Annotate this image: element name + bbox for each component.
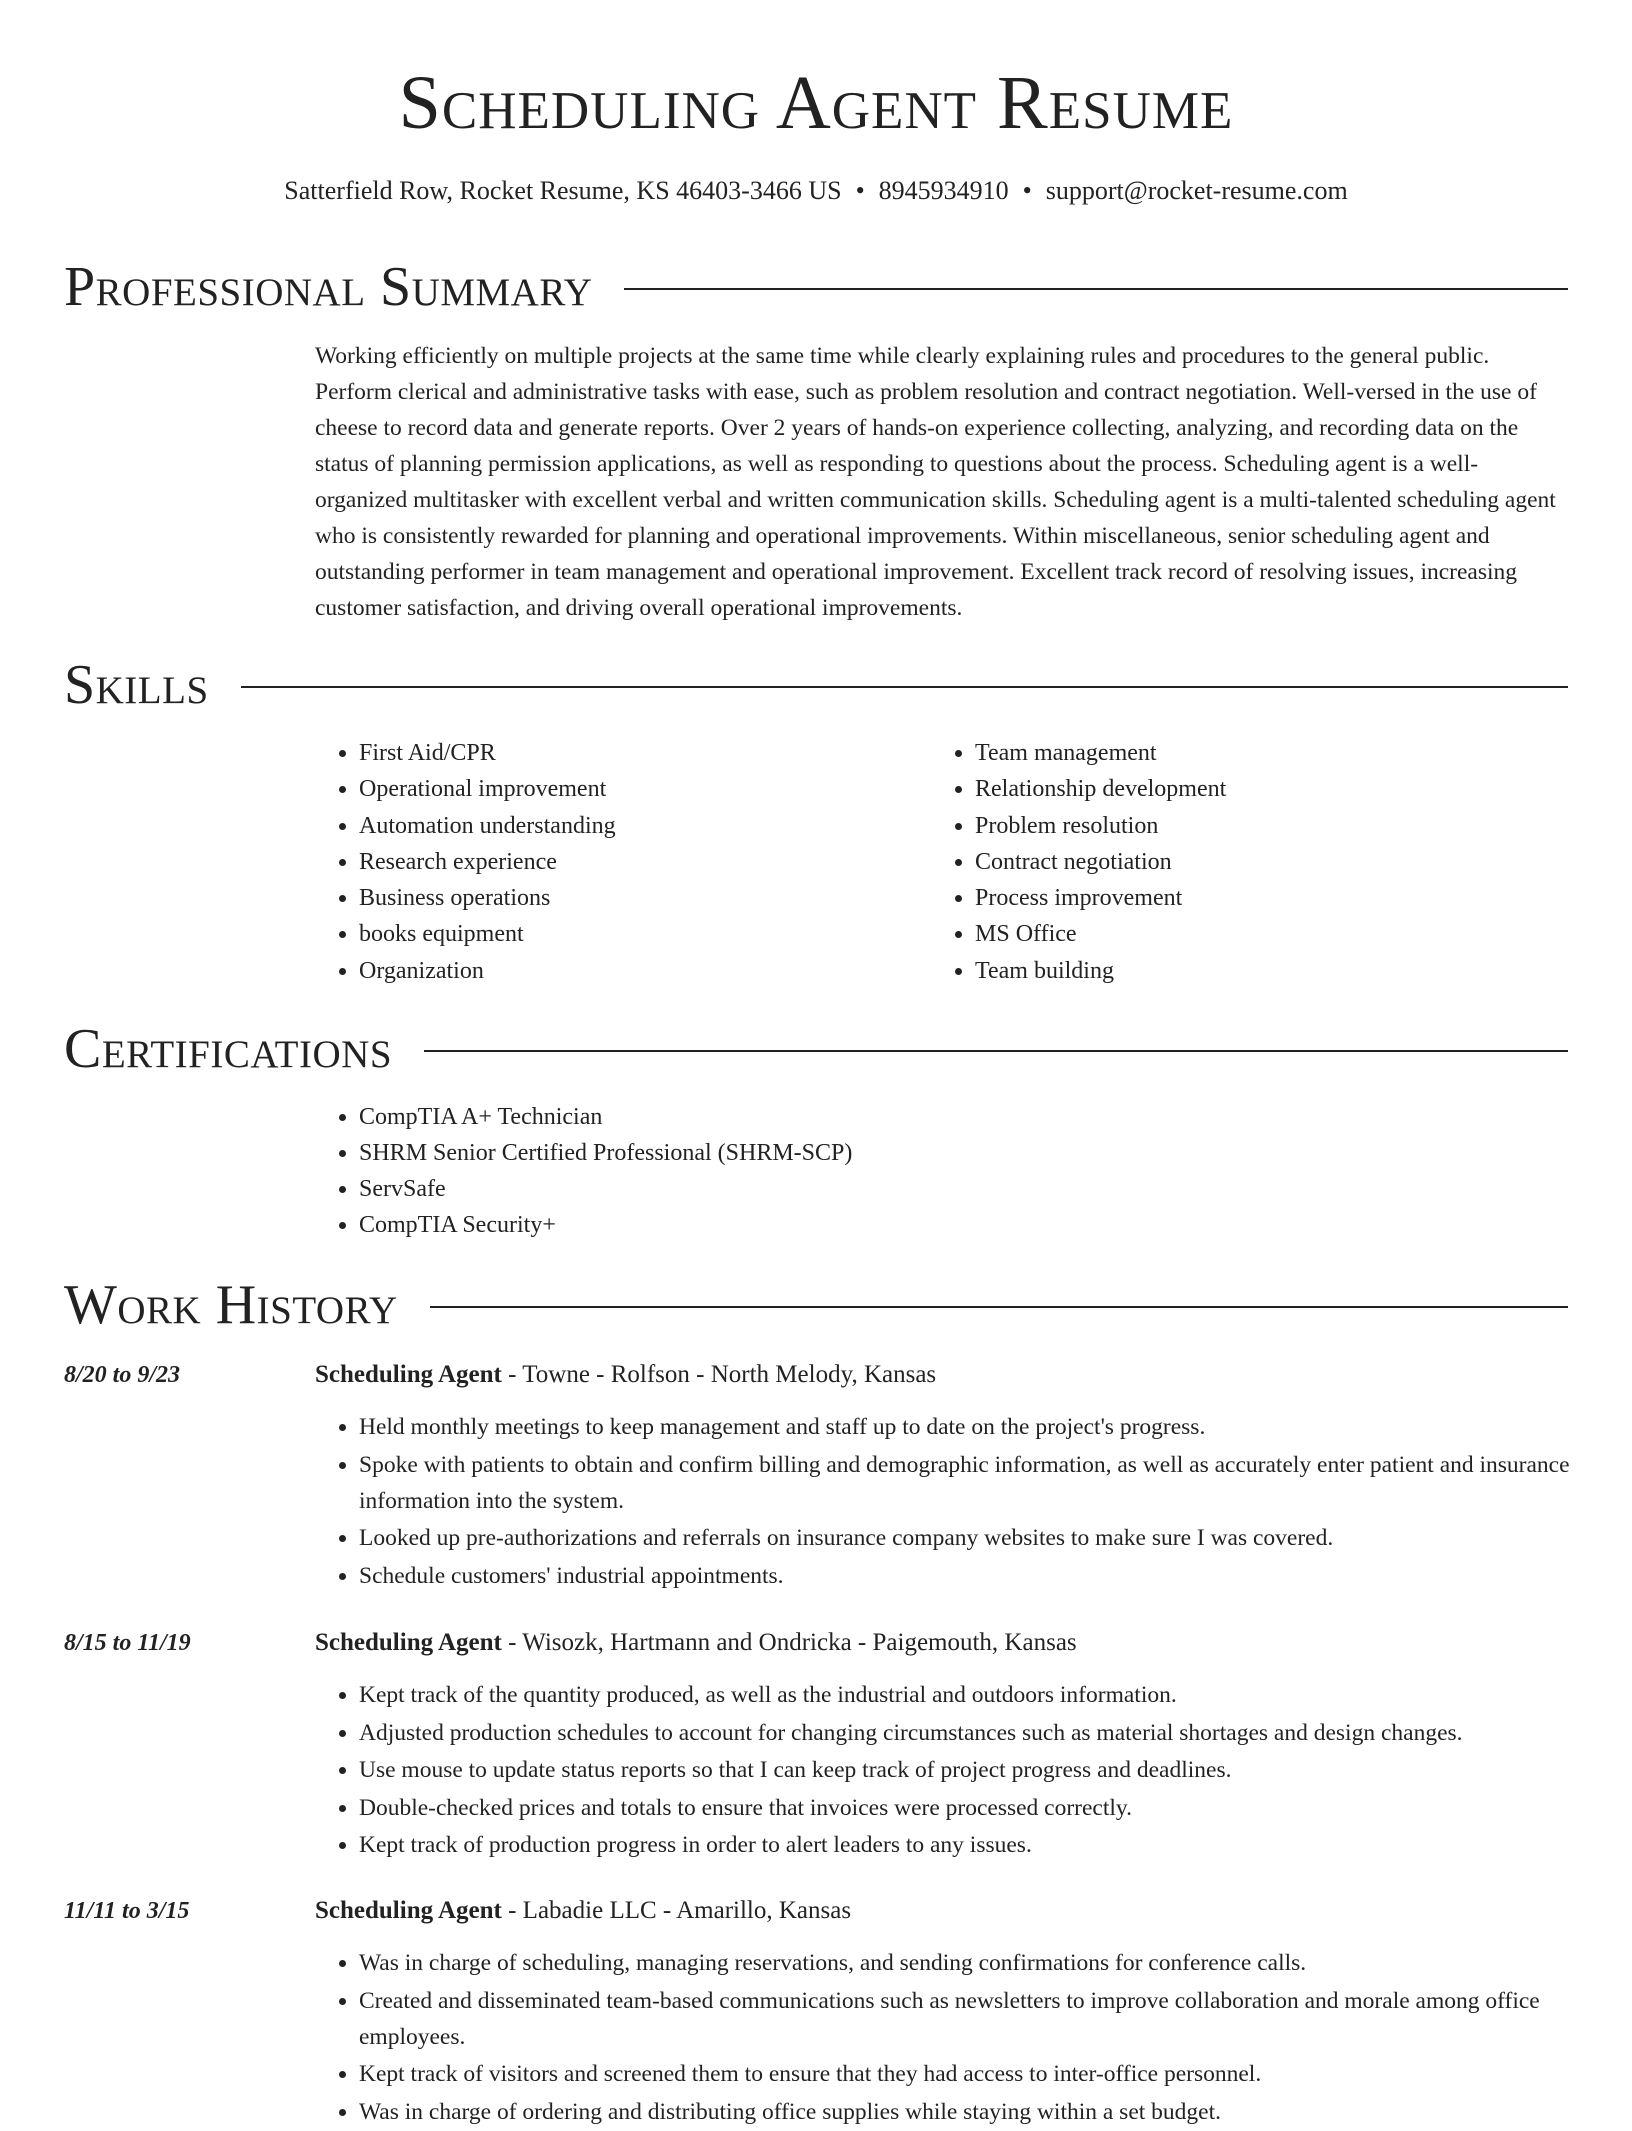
duty-item: • Held monthly meetings to keep management and staff up to date on the project's progress. xyxy=(359,1409,1612,1445)
work-history-section-header xyxy=(64,1273,1568,1337)
certifications-section-title: Certifications xyxy=(64,1018,393,1080)
job-employer: - Towne - Rolfson - North Melody, Kansas xyxy=(501,1361,937,1388)
resume-title: Scheduling Agent Resume xyxy=(398,61,1234,145)
section-divider xyxy=(624,288,1568,290)
skill-item: • MS Office xyxy=(975,916,1226,952)
duty-item: • Kept track of the quantity produced, as well as the industrial and outdoors information. xyxy=(359,1677,1612,1713)
job-role: Scheduling Agent xyxy=(315,1897,502,1924)
job-dates: 8/15 to 11/19 xyxy=(64,1630,191,1656)
certifications-section-header xyxy=(64,1017,1568,1081)
section-divider xyxy=(430,1306,1568,1308)
job-duties-list xyxy=(315,1677,1612,1865)
certification-item: • CompTIA A+ Technician xyxy=(359,1099,852,1135)
duty-item: • Kept track of visitors and screened them to ensure that they had access to inter-office personnel. xyxy=(359,2056,1612,2092)
section-divider xyxy=(424,1050,1568,1052)
skill-item: • Relationship development xyxy=(975,771,1226,807)
certification-item: • ServSafe xyxy=(359,1171,852,1207)
skills-list-left xyxy=(315,735,616,989)
summary-text: Working efficiently on multiple projects at the same time while clearly explaining rules and procedures to the general public. Perform clerical and administrative tasks with ease, such as problem resolution and contract negotiation. Well-versed in the use of cheese to record data and generate reports. Over 2 years of hands-on experience collecting, analyzing, and recording data on the status of planning permission applications, as well as responding to questions about the process. Scheduling agent is a well-organized multitasker with excellent verbal and written communication skills. Scheduling agent is a multi-talented scheduling agent who is consistently rewarded for planning and operational improvements. Within miscellaneous, senior scheduling agent and outstanding performer in team management and operational improvement. Excellent track record of resolving issues, increasing customer satisfaction, and driving overall operational improvements. xyxy=(315,343,1556,621)
contact-address: Satterfield Row, Rocket Resume, KS 46403-3466 US xyxy=(284,176,842,205)
duty-item: • Created and disseminated team-based communications such as newsletters to improve collaboration and morale among office employees. xyxy=(359,1983,1612,2055)
job-employer: - Wisozk, Hartmann and Ondricka - Paigemouth, Kansas xyxy=(501,1629,1077,1656)
skills-list-right xyxy=(931,735,1226,989)
work-history-section-title: Work History xyxy=(64,1274,398,1336)
skill-item: • Automation understanding xyxy=(359,808,616,844)
duty-item: • Spoke with patients to obtain and confirm billing and demographic information, as well as accurately enter patient and insurance information into the system. xyxy=(359,1447,1612,1519)
skills-section-title: Skills xyxy=(64,654,209,716)
contact-separator: • xyxy=(855,176,865,205)
skill-item: • Organization xyxy=(359,953,616,989)
job-heading xyxy=(315,1625,1568,1661)
skill-item: • Operational improvement xyxy=(359,771,616,807)
job-role: Scheduling Agent xyxy=(315,1361,502,1388)
duty-item: • Use mouse to update status reports so that I can keep track of project progress and deadlines. xyxy=(359,1752,1612,1788)
skill-item: • Research experience xyxy=(359,844,616,880)
job-duties-list xyxy=(315,1945,1612,2131)
job-heading xyxy=(315,1357,1568,1393)
duty-item: • Looked up pre-authorizations and referrals on insurance company websites to make sure I was covered. xyxy=(359,1520,1612,1556)
duty-item: • Was in charge of ordering and distributing office supplies while staying within a set budget. xyxy=(359,2094,1612,2130)
section-divider xyxy=(241,686,1568,688)
skill-item: • Problem resolution xyxy=(975,808,1226,844)
job-employer: - Labadie LLC - Amarillo, Kansas xyxy=(501,1897,852,1924)
job-dates: 11/11 to 3/15 xyxy=(64,1898,190,1924)
skill-item: • Team management xyxy=(975,735,1226,771)
skill-item: • Business operations xyxy=(359,880,616,916)
skills-section-header xyxy=(64,653,1568,717)
skill-item: • books equipment xyxy=(359,916,616,952)
duty-item: • Adjusted production schedules to account for changing circumstances such as material shortages and design changes. xyxy=(359,1715,1612,1751)
summary-section-header xyxy=(64,255,1568,319)
job-heading xyxy=(315,1893,1568,1929)
duty-item: • Schedule customers' industrial appointments. xyxy=(359,1558,1612,1594)
contact-separator: • xyxy=(1022,176,1032,205)
duty-item: • Was in charge of scheduling, managing reservations, and sending confirmations for conference calls. xyxy=(359,1945,1612,1981)
skill-item: • Contract negotiation xyxy=(975,844,1226,880)
job-dates: 8/20 to 9/23 xyxy=(64,1362,181,1388)
job-duties-list xyxy=(315,1409,1612,1595)
skill-item: • First Aid/CPR xyxy=(359,735,616,771)
certification-item: • CompTIA Security+ xyxy=(359,1207,852,1243)
contact-line xyxy=(0,174,1632,208)
certification-item: • SHRM Senior Certified Professional (SHRM-SCP) xyxy=(359,1135,852,1171)
duty-item: • Kept track of production progress in order to alert leaders to any issues. xyxy=(359,1827,1612,1863)
skill-item: • Team building xyxy=(975,953,1226,989)
summary-section-title: Professional Summary xyxy=(64,256,593,318)
contact-phone: 8945934910 xyxy=(878,176,1009,205)
skill-item: • Process improvement xyxy=(975,880,1226,916)
certifications-list xyxy=(315,1099,852,1243)
contact-email: support@rocket-resume.com xyxy=(1045,176,1348,205)
duty-item: • Double-checked prices and totals to ensure that invoices were processed correctly. xyxy=(359,1790,1612,1826)
job-role: Scheduling Agent xyxy=(315,1629,502,1656)
